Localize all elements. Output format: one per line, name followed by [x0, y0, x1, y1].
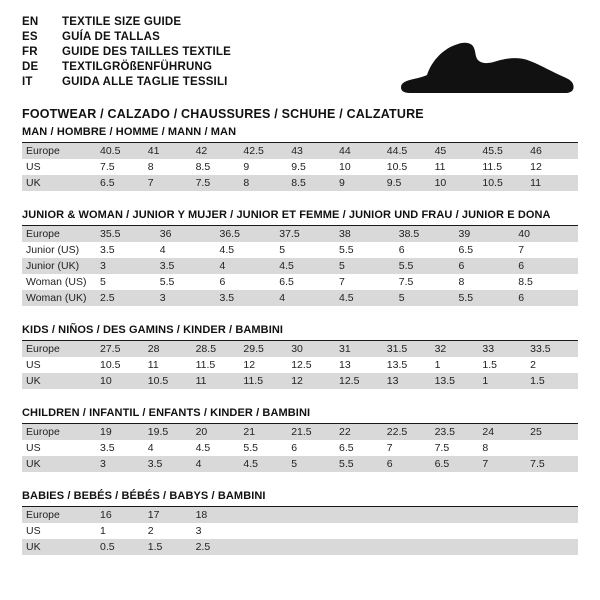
size-cell-empty: [482, 539, 530, 555]
row-label: UK: [22, 175, 100, 191]
size-cell: 1.5: [530, 373, 578, 389]
size-cell-empty: [291, 539, 339, 555]
size-cell-empty: [387, 523, 435, 539]
table-row: [22, 539, 578, 555]
language-row: [22, 31, 231, 46]
size-cell: 8: [459, 274, 519, 290]
table-row: [22, 523, 578, 539]
size-cell: 40: [518, 226, 578, 242]
size-cell: 9: [339, 175, 387, 191]
size-block-kids: [22, 324, 578, 389]
size-cell: 7.5: [530, 456, 578, 472]
size-cell: 3.5: [100, 440, 148, 456]
size-cell: 6: [518, 290, 578, 306]
size-cell: 4.5: [279, 258, 339, 274]
size-cell: 5.5: [459, 290, 519, 306]
dress-shoe-icon: [396, 34, 576, 102]
language-code: ES: [22, 31, 38, 43]
size-cell: 10.5: [100, 357, 148, 373]
table-row: [22, 341, 578, 357]
language-row: [22, 16, 231, 31]
size-cell-empty: [435, 507, 483, 523]
size-cell: 17: [148, 507, 196, 523]
size-cell: 3.5: [160, 258, 220, 274]
size-cell: 42: [196, 143, 244, 159]
size-cell-empty: [243, 523, 291, 539]
size-cell: 5: [100, 274, 160, 290]
size-block-children: [22, 407, 578, 472]
size-cell: 11: [435, 159, 483, 175]
size-cell: 24: [482, 424, 530, 440]
language-row: [22, 76, 231, 91]
language-row: [22, 46, 231, 61]
size-cell: 13.5: [387, 357, 435, 373]
size-cell: 10.5: [482, 175, 530, 191]
size-cell: 6: [399, 242, 459, 258]
size-cell: 36: [160, 226, 220, 242]
table-row: [22, 456, 578, 472]
size-cell: 9.5: [387, 175, 435, 191]
size-cell: 36.5: [220, 226, 280, 242]
size-cell: 7.5: [399, 274, 459, 290]
size-cell: 31: [339, 341, 387, 357]
size-cell-empty: [530, 539, 578, 555]
size-cell: 11.5: [482, 159, 530, 175]
row-label: UK: [22, 373, 100, 389]
row-label: Europe: [22, 424, 100, 440]
size-cell: 5.5: [243, 440, 291, 456]
size-cell: 42.5: [243, 143, 291, 159]
size-cell: 8: [243, 175, 291, 191]
row-label: Europe: [22, 143, 100, 159]
size-cell: 8: [148, 159, 196, 175]
size-cell: 3.5: [148, 456, 196, 472]
table-row: [22, 226, 578, 242]
category-heading: FOOTWEAR / CALZADO / CHAUSSURES / SCHUHE / CALZATURE: [22, 107, 424, 121]
language-title: GUIDE DES TAILLES TEXTILE: [62, 46, 231, 58]
row-label: Europe: [22, 507, 100, 523]
size-cell: 6.5: [435, 456, 483, 472]
size-cell: 6: [291, 440, 339, 456]
size-cell: 7: [339, 274, 399, 290]
table-row: [22, 507, 578, 523]
size-table-babies: [22, 507, 578, 555]
size-cell: 22.5: [387, 424, 435, 440]
size-cell: 11.5: [243, 373, 291, 389]
size-cell: 4: [220, 258, 280, 274]
size-cell: 10.5: [148, 373, 196, 389]
size-cell: 4.5: [243, 456, 291, 472]
size-cell: 11.5: [196, 357, 244, 373]
size-cell: 18: [196, 507, 244, 523]
row-label: Woman (UK): [22, 290, 100, 306]
table-row: [22, 242, 578, 258]
row-label: UK: [22, 456, 100, 472]
size-cell: 19.5: [148, 424, 196, 440]
size-cell: 4: [160, 242, 220, 258]
size-cell: 38.5: [399, 226, 459, 242]
language-title-table: [22, 16, 231, 91]
size-cell-empty: [339, 507, 387, 523]
table-row: [22, 159, 578, 175]
language-title: GUÍA DE TALLAS: [62, 31, 160, 43]
size-cell: 0.5: [100, 539, 148, 555]
size-cell: 6.5: [100, 175, 148, 191]
block-title: CHILDREN / INFANTIL / ENFANTS / KINDER / BAMBINI: [22, 407, 578, 424]
language-title: TEXTILGRÖßENFÜHRUNG: [62, 61, 213, 73]
size-cell-empty: [339, 523, 387, 539]
size-cell: 3: [100, 258, 160, 274]
size-cell-empty: [435, 539, 483, 555]
size-cell: 10: [339, 159, 387, 175]
language-code: DE: [22, 61, 39, 73]
row-label: Woman (US): [22, 274, 100, 290]
size-cell-empty: [482, 523, 530, 539]
size-block-babies: [22, 490, 578, 555]
size-cell: 41: [148, 143, 196, 159]
size-cell: 44.5: [387, 143, 435, 159]
row-label: US: [22, 159, 100, 175]
size-cell: 13: [387, 373, 435, 389]
size-cell: 28: [148, 341, 196, 357]
row-label: Junior (US): [22, 242, 100, 258]
size-cell: 10.5: [387, 159, 435, 175]
size-cell: 12: [530, 159, 578, 175]
size-cell: 43: [291, 143, 339, 159]
row-label: Europe: [22, 341, 100, 357]
size-cell: 45.5: [482, 143, 530, 159]
row-label: US: [22, 357, 100, 373]
table-row: [22, 143, 578, 159]
size-cell: 9: [243, 159, 291, 175]
size-cell: 2.5: [196, 539, 244, 555]
size-cell: 7.5: [435, 440, 483, 456]
size-cell: 22: [339, 424, 387, 440]
size-cell: 4.5: [196, 440, 244, 456]
size-cell: 12: [243, 357, 291, 373]
size-cell: 38: [339, 226, 399, 242]
size-cell: 3: [196, 523, 244, 539]
size-cell: 1.5: [482, 357, 530, 373]
size-cell: 3: [160, 290, 220, 306]
size-cell: 6: [387, 456, 435, 472]
size-cell-empty: [339, 539, 387, 555]
size-cell: 9.5: [291, 159, 339, 175]
size-cell: 28.5: [196, 341, 244, 357]
size-cell: 16: [100, 507, 148, 523]
size-cell: 8.5: [291, 175, 339, 191]
table-row: [22, 357, 578, 373]
size-table-kids: [22, 341, 578, 389]
size-cell: 2: [530, 357, 578, 373]
size-cell: 32: [435, 341, 483, 357]
size-cell: 12.5: [291, 357, 339, 373]
size-cell: 11: [196, 373, 244, 389]
row-label: US: [22, 523, 100, 539]
size-cell: 45: [435, 143, 483, 159]
language-code: IT: [22, 76, 33, 88]
size-cell: 3.5: [100, 242, 160, 258]
size-cell: 7.5: [196, 175, 244, 191]
size-cell: 5.5: [399, 258, 459, 274]
size-cell: 4.5: [339, 290, 399, 306]
size-cell: 10: [435, 175, 483, 191]
size-cell: 5: [399, 290, 459, 306]
language-code: EN: [22, 16, 39, 28]
size-cell: 1: [482, 373, 530, 389]
size-cell: 4: [148, 440, 196, 456]
size-cell: 6: [518, 258, 578, 274]
size-cell: 33.5: [530, 341, 578, 357]
size-cell: 33: [482, 341, 530, 357]
size-cell: 44: [339, 143, 387, 159]
row-label: UK: [22, 539, 100, 555]
size-cell: 1: [435, 357, 483, 373]
size-block-man: [22, 126, 578, 191]
size-cell: 5.5: [339, 456, 387, 472]
table-row: [22, 274, 578, 290]
size-cell: 11: [148, 357, 196, 373]
block-title: MAN / HOMBRE / HOMME / MANN / MAN: [22, 126, 578, 143]
table-row: [22, 175, 578, 191]
document-header: [22, 16, 578, 121]
size-cell: 5: [339, 258, 399, 274]
size-cell: 7: [518, 242, 578, 258]
size-cell: 13.5: [435, 373, 483, 389]
size-cell-empty: [530, 523, 578, 539]
table-row: [22, 373, 578, 389]
size-cell: 30: [291, 341, 339, 357]
size-cell-empty: [530, 507, 578, 523]
size-cell: 4: [196, 456, 244, 472]
language-row: [22, 61, 231, 76]
size-cell: 1.5: [148, 539, 196, 555]
size-table-junior-woman: [22, 226, 578, 306]
table-row: [22, 290, 578, 306]
size-table-children: [22, 424, 578, 472]
block-title: BABIES / BEBÉS / BÉBÉS / BABYS / BAMBINI: [22, 490, 578, 507]
block-title: JUNIOR & WOMAN / JUNIOR Y MUJER / JUNIOR ET FEMME / JUNIOR UND FRAU / JUNIOR E DONA: [22, 209, 578, 226]
size-cell: 31.5: [387, 341, 435, 357]
size-cell: 12: [291, 373, 339, 389]
size-cell-empty: [291, 507, 339, 523]
size-cell: 2.5: [100, 290, 160, 306]
size-cell: [530, 440, 578, 456]
size-cell: 12.5: [339, 373, 387, 389]
language-code: FR: [22, 46, 38, 58]
size-cell: 5.5: [160, 274, 220, 290]
size-cell: 1: [100, 523, 148, 539]
row-label: Europe: [22, 226, 100, 242]
size-cell: 13: [339, 357, 387, 373]
table-row: [22, 424, 578, 440]
size-cell: 46: [530, 143, 578, 159]
language-title: TEXTILE SIZE GUIDE: [62, 16, 182, 28]
size-cell: 6.5: [459, 242, 519, 258]
size-cell: 29.5: [243, 341, 291, 357]
size-cell-empty: [387, 539, 435, 555]
table-row: [22, 440, 578, 456]
size-cell: 19: [100, 424, 148, 440]
table-row: [22, 258, 578, 274]
row-label: US: [22, 440, 100, 456]
size-cell: 27.5: [100, 341, 148, 357]
size-cell: 3: [100, 456, 148, 472]
size-cell: 4: [279, 290, 339, 306]
size-cell: 3.5: [220, 290, 280, 306]
size-cell: 4.5: [220, 242, 280, 258]
size-cell: 8.5: [518, 274, 578, 290]
size-cell: 20: [196, 424, 244, 440]
size-cell: 21.5: [291, 424, 339, 440]
size-cell: 40.5: [100, 143, 148, 159]
size-cell-empty: [291, 523, 339, 539]
size-cell: 11: [530, 175, 578, 191]
size-table-man: [22, 143, 578, 191]
size-cell: 2: [148, 523, 196, 539]
size-cell-empty: [482, 507, 530, 523]
size-cell: 37.5: [279, 226, 339, 242]
size-cell: 25: [530, 424, 578, 440]
size-cell: 23.5: [435, 424, 483, 440]
size-cell: 6.5: [339, 440, 387, 456]
size-cell: 7: [387, 440, 435, 456]
size-cell-empty: [243, 507, 291, 523]
size-cell: 6: [220, 274, 280, 290]
size-cell-empty: [387, 507, 435, 523]
size-cell: 7: [482, 456, 530, 472]
language-title: GUIDA ALLE TAGLIE TESSILI: [62, 76, 228, 88]
size-cell: 39: [459, 226, 519, 242]
size-cell: 7.5: [100, 159, 148, 175]
row-label: Junior (UK): [22, 258, 100, 274]
size-cell: 6.5: [279, 274, 339, 290]
size-cell: 35.5: [100, 226, 160, 242]
size-cell: 7: [148, 175, 196, 191]
size-cell: 5: [279, 242, 339, 258]
size-cell: 8: [482, 440, 530, 456]
size-cell-empty: [243, 539, 291, 555]
size-block-junior-woman: [22, 209, 578, 306]
size-cell-empty: [435, 523, 483, 539]
size-cell: 8.5: [196, 159, 244, 175]
size-cell: 6: [459, 258, 519, 274]
size-cell: 5: [291, 456, 339, 472]
size-cell: 5.5: [339, 242, 399, 258]
block-title: KIDS / NIÑOS / DES GAMINS / KINDER / BAMBINI: [22, 324, 578, 341]
size-cell: 10: [100, 373, 148, 389]
size-cell: 21: [243, 424, 291, 440]
